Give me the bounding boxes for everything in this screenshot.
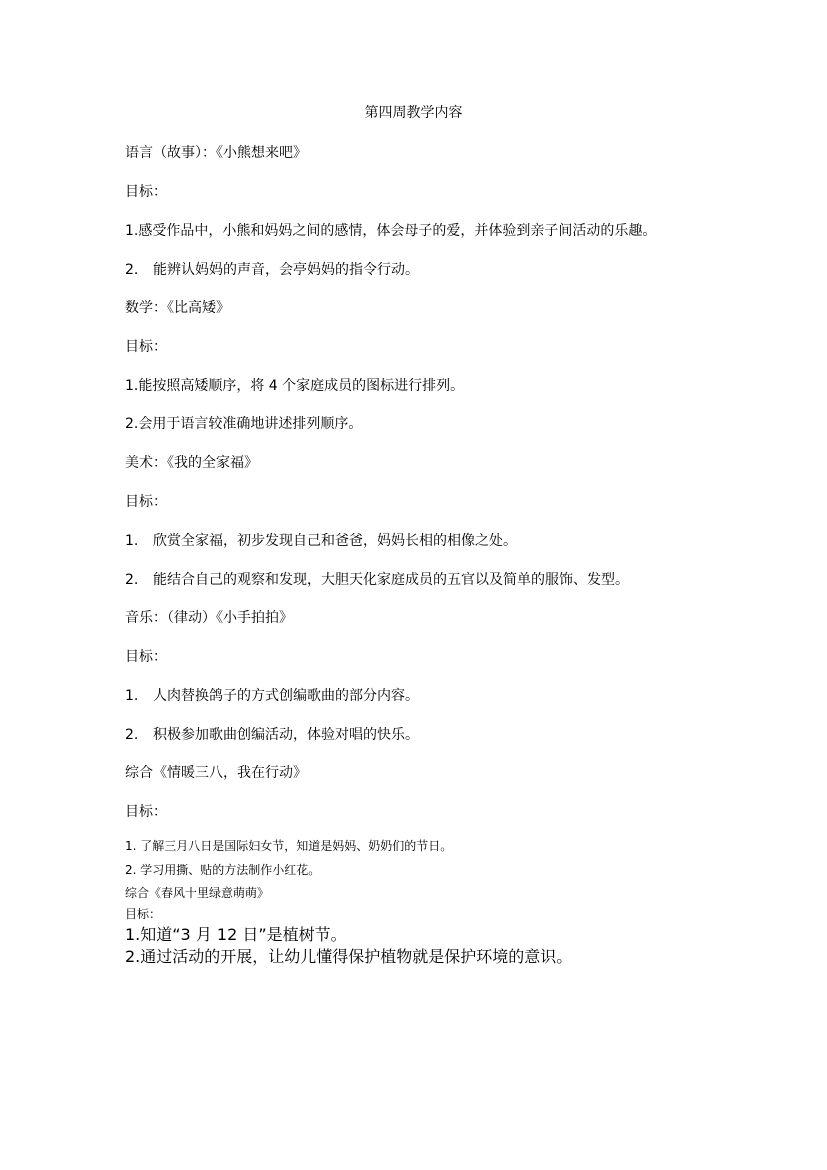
item-text: 能按照高矮顺序，将 4 个家庭成员的图标进行排列。 <box>138 378 465 394</box>
goal-item <box>125 531 517 551</box>
item-text: 能结合自己的观察和发现，大胆天化家庭成员的五官以及简单的服饰、发型。 <box>153 572 629 588</box>
item-number: 1. <box>125 223 139 239</box>
goal-label: 目标： <box>125 649 167 665</box>
item-number: 2. <box>125 863 137 877</box>
section-heading-music: 音乐：（律动）《小手拍拍》 <box>125 610 293 626</box>
goal-item <box>125 376 464 396</box>
section-heading-art: 美术：《我的全家福》 <box>125 455 258 471</box>
goal-label: 目标： <box>125 339 167 355</box>
item-text: 能辨认妈妈的声音，会亭妈妈的指令行动。 <box>153 262 419 278</box>
goal-item <box>125 686 419 706</box>
item-number: 2. <box>125 727 139 743</box>
item-number: 1. <box>125 533 139 549</box>
item-number: 2. <box>125 416 139 432</box>
item-number: 2. <box>125 262 139 278</box>
item-text: 学习用撕、贴的方法制作小红花。 <box>136 863 321 877</box>
item-text: 知道“3 月 12 日”是植树节。 <box>140 925 347 944</box>
item-number: 1. <box>125 839 137 853</box>
item-text: 感受作品中，小熊和妈妈之间的感情，体会母子的爱，并体验到亲子间活动的乐趣。 <box>138 223 657 239</box>
goal-item <box>125 260 419 280</box>
item-text: 欣赏全家福，初步发现自己和爸爸，妈妈长相的相像之处。 <box>153 533 517 549</box>
goal-label: 目标： <box>125 907 162 921</box>
item-text: 积极参加歌曲创编活动，体验对唱的快乐。 <box>153 727 419 743</box>
goal-label: 目标： <box>125 804 167 820</box>
goal-item <box>125 221 656 241</box>
goal-label: 目标： <box>125 184 167 200</box>
goal-label: 目标： <box>125 494 167 510</box>
section-heading-language: 语言（故事）：《小熊想来吧》 <box>125 145 307 161</box>
item-text: 会用于语言较准确地讲述排列顺序。 <box>138 416 363 432</box>
item-number: 2. <box>125 947 141 966</box>
item-number: 1. <box>125 688 139 704</box>
section-heading-tree-day: 综合《春风十里绿意萌萌》 <box>125 886 270 900</box>
document-title: 第四周教学内容 <box>364 105 463 121</box>
goal-item <box>125 570 629 590</box>
goal-item <box>125 924 347 946</box>
section-heading-womens-day: 综合《情暖三八，我在行动》 <box>125 765 307 781</box>
goal-item <box>125 414 362 434</box>
goal-item <box>125 725 419 745</box>
goal-item <box>125 838 452 854</box>
item-text: 通过活动的开展，让幼儿懂得保护植物就是保护环境的意识。 <box>140 947 573 966</box>
goal-item <box>125 862 320 878</box>
goal-item <box>125 946 572 968</box>
item-number: 1. <box>125 378 139 394</box>
item-text: 了解三月八日是国际妇女节，知道是妈妈、奶奶们的节日。 <box>136 839 453 853</box>
item-number: 2. <box>125 572 139 588</box>
item-number: 1. <box>125 925 141 944</box>
section-heading-math: 数学：《比高矮》 <box>125 300 230 316</box>
item-text: 人肉替换鸽子的方式创编歌曲的部分内容。 <box>153 688 419 704</box>
